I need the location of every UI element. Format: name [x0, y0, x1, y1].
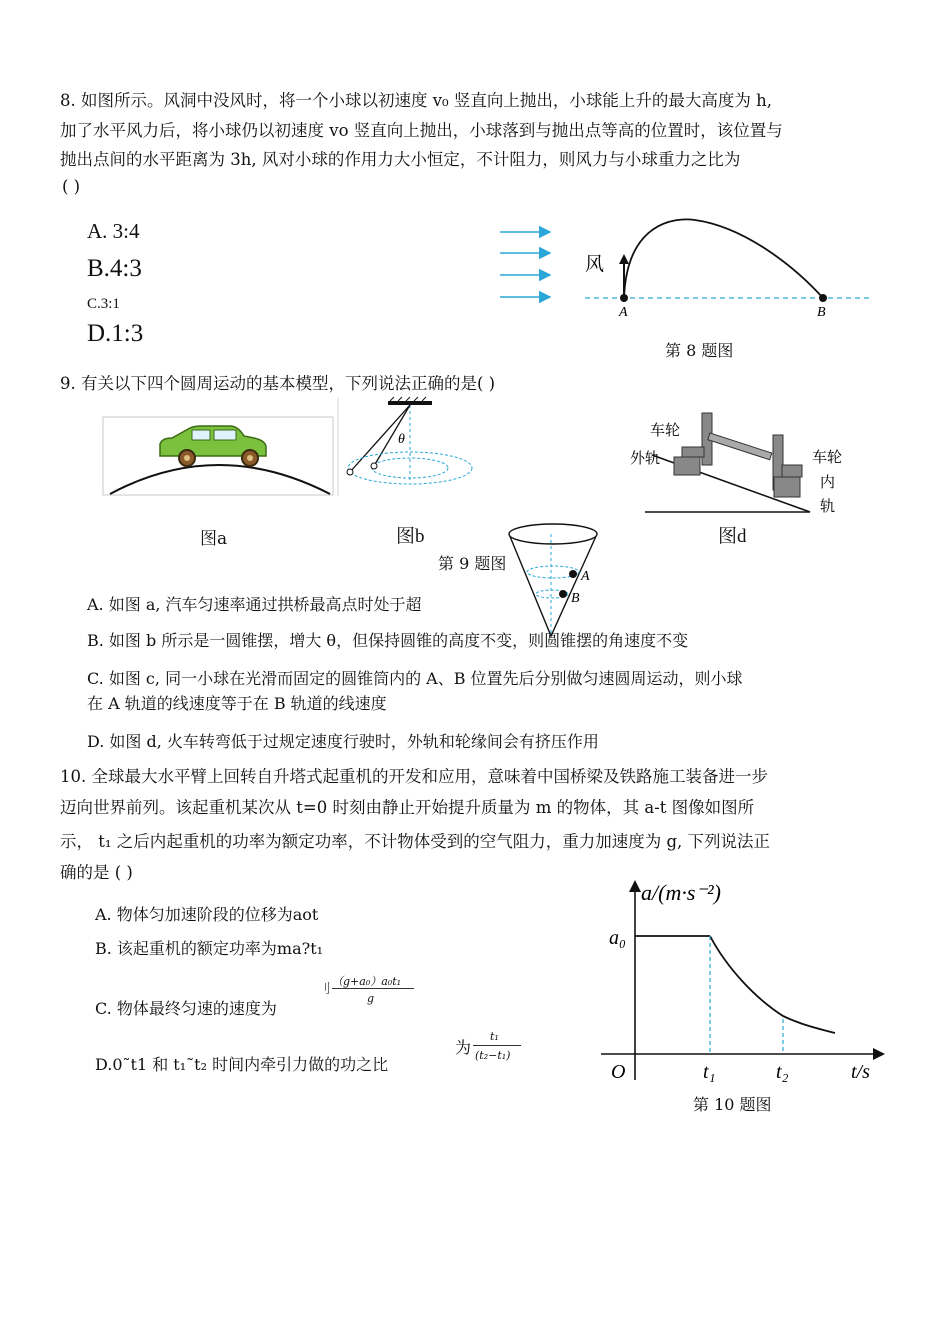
outer-rail-label: 外轨: [630, 451, 661, 467]
q8-option-d: D.1:3: [87, 320, 144, 347]
q10-option-b: B. 该起重机的额定功率为ma?t₁: [95, 939, 324, 958]
car-icon: [160, 426, 266, 466]
q9-label-b: 图b: [396, 526, 425, 547]
q8-option-a: A. 3:4: [87, 219, 140, 243]
q10-option-c: C. 物体最终匀速的速度为: [95, 999, 277, 1018]
label-a: A: [619, 305, 628, 320]
graph-t2-label: t₂: [776, 1061, 789, 1083]
wind-label: 风: [585, 254, 605, 275]
q10-option-d-denominator: (t₂−t₁): [475, 1049, 511, 1062]
inner-rail-label-1: 内: [820, 475, 836, 491]
q10-option-d-numerator: t₁: [490, 1030, 499, 1043]
q9-label-d: 图d: [718, 526, 747, 547]
q10-option-d: D.0˜t1 和 t₁˜t₂ 时间内牵引力做的功之比: [95, 1055, 389, 1074]
wheel-label-right: 车轮: [812, 450, 843, 466]
trajectory-curve: [624, 219, 823, 298]
q10-stem-line4: 确的是 ( ): [60, 863, 133, 882]
q8-stem-line2: 加了水平风力后，将小球仍以初速度 vo 竖直向上抛出，小球落到与抛出点等高的位置时，该位置与: [60, 121, 783, 140]
q10-option-c-denominator: g: [367, 992, 375, 1005]
q9-option-d: D. 如图 d, 火车转弯低于过规定速度行驶时，外轨和轮缘间会有挤压作用: [87, 732, 599, 751]
cone-point-b: B: [571, 591, 580, 606]
cone-point-a: A: [581, 569, 590, 584]
q8-figure-caption: 第 8 题图: [665, 341, 734, 360]
q9-figure-d-railway: [630, 405, 870, 517]
q10-figure-caption: 第 10 题图: [693, 1095, 772, 1114]
q9-figure-b-pendulum: [338, 398, 488, 498]
q8-wind-tunnel-figure: [495, 212, 875, 320]
q9-stem: 9. 有关以下四个圆周运动的基本模型，下列说法正确的是( ): [60, 374, 496, 393]
q9-figure-c-cone: [505, 520, 605, 640]
point-a-dot: [620, 294, 628, 302]
q9-option-a: A. 如图 a, 汽车匀速率通过拱桥最高点时处于超: [87, 595, 422, 614]
q8-stem-line3: 抛出点间的水平距离为 3h, 风对小球的作用力大小恒定，不计阻力，则风力与小球重力之比为: [60, 150, 741, 169]
q10-option-a: A. 物体匀加速阶段的位移为aot: [95, 905, 319, 924]
q10-option-d-prefix: 为: [455, 1038, 472, 1057]
q9-figure-a-car: [102, 416, 334, 498]
q10-option-c-fraction-bar: [332, 988, 414, 989]
q9-label-a: 图a: [200, 529, 228, 549]
inner-rail-label-2: 轨: [820, 499, 836, 515]
wind-arrows: [500, 232, 550, 297]
q10-stem-line1: 10. 全球最大水平臂上回转自升塔式起重机的开发和应用，意味着中国桥梁及铁路施工装备进一步: [60, 767, 768, 786]
q8-option-b: B.4:3: [87, 255, 142, 282]
decay-curve-upper: [710, 936, 835, 1033]
graph-x-label: t/s: [851, 1061, 870, 1083]
theta-label: θ: [398, 432, 405, 447]
q8-stem-line1: 8. 如图所示。风洞中没风时，将一个小球以初速度 v₀ 竖直向上抛出，小球能上升的最大高度为 h,: [60, 91, 773, 110]
q9-option-b: B. 如图 b 所示是一圆锥摆，增大 θ，但保持圆锥的高度不变，则圆锥摆的角速度不变: [87, 631, 689, 650]
q10-a-t-graph: [595, 878, 895, 1088]
q8-answer-blank: ( ): [62, 177, 81, 196]
point-b-dot: [819, 294, 827, 302]
graph-y-label: a/(m·s⁻²): [641, 880, 721, 905]
arch-bridge: [110, 465, 330, 494]
q9-option-c-line1: C. 如图 c, 同一小球在光滑而固定的圆锥筒内的 A、B 位置先后分别做匀速圆周运动，则小球: [87, 669, 743, 688]
graph-t1-label: t₁: [703, 1061, 716, 1083]
q10-stem-line2: 迈向世界前列。该起重机某次从 t=0 时刻由静止开始提升质量为 m 的物体，其 a-t 图像如图所: [60, 798, 755, 817]
q10-stem-line3: 示， t₁ 之后内起重机的功率为额定功率，不计物体受到的空气阻力，重力加速度为 g, 下列说法正: [60, 832, 771, 851]
q10-option-c-prefix: 刂: [318, 982, 332, 997]
q10-option-d-fraction-bar: [473, 1045, 521, 1046]
q8-option-c: C.3:1: [87, 296, 120, 312]
graph-origin-label: O: [611, 1061, 626, 1083]
wheel-label-top: 车轮: [650, 423, 681, 439]
label-b: B: [817, 305, 826, 320]
q9-figure-caption: 第 9 题图: [438, 554, 507, 573]
q10-option-c-numerator: （g+a₀）a₀t₁: [332, 975, 402, 988]
graph-a0-label: a₀: [609, 927, 626, 949]
q9-option-c-line2: 在 A 轨道的线速度等于在 B 轨道的线速度: [87, 694, 387, 713]
